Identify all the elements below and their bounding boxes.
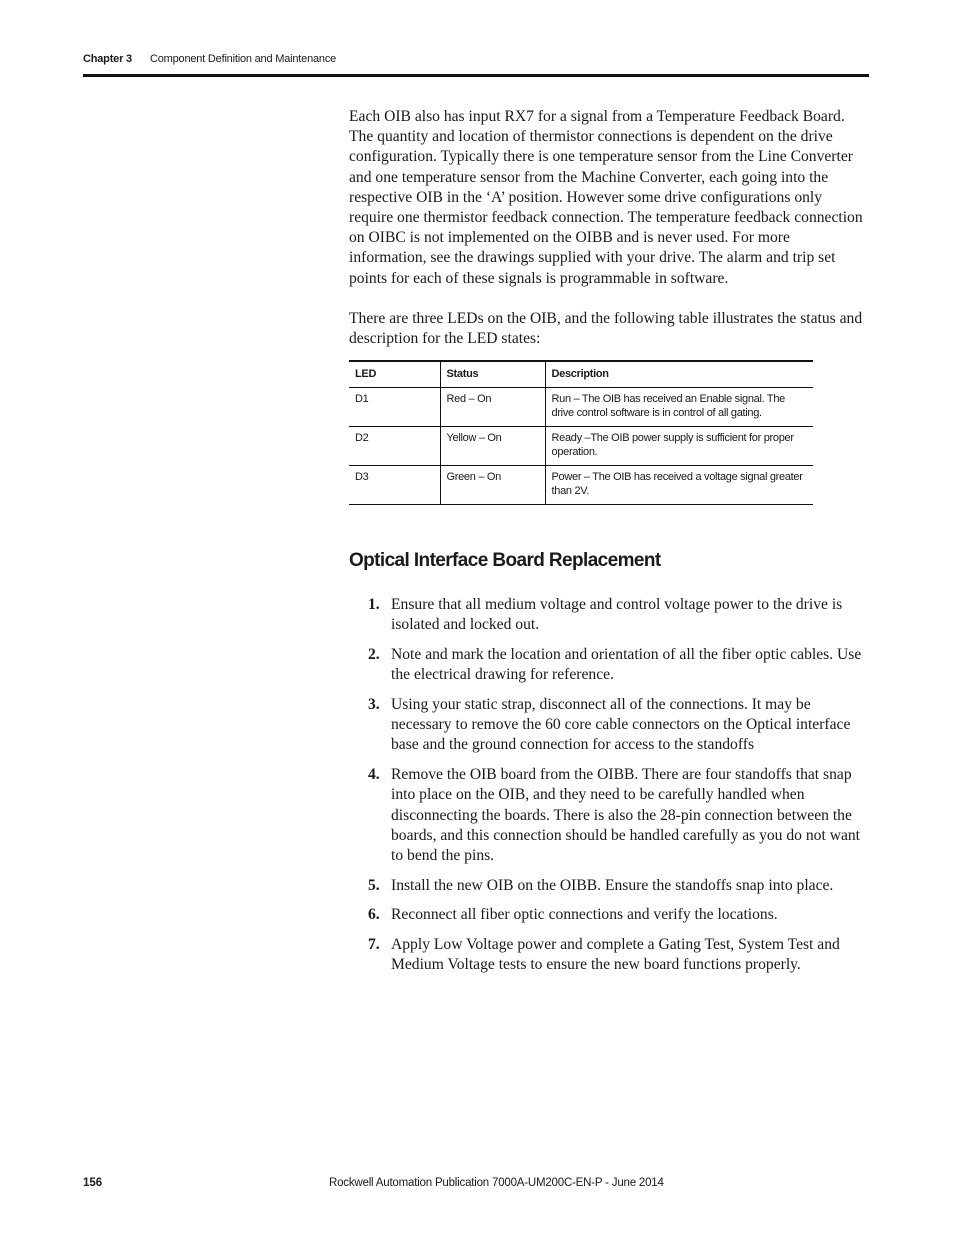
step-text: Install the new OIB on the OIBB. Ensure the standoffs snap into place. — [391, 876, 834, 894]
column-header-led: LED — [355, 368, 377, 381]
led-status-table — [349, 360, 813, 505]
intro-paragraph-leds: There are three LEDs on the OIB, and the following table illustrates the status and description for the LED states: — [349, 309, 863, 348]
page-header — [83, 52, 869, 76]
led-cell: D1 — [355, 393, 369, 406]
header-rule — [83, 74, 869, 77]
list-item — [349, 765, 869, 866]
list-item — [349, 935, 869, 975]
description-cell: Power – The OIB has received a voltage signal greater than 2V. — [545, 466, 813, 505]
step-number: 6. — [368, 906, 380, 924]
led-cell: D3 — [355, 471, 369, 484]
step-text: Apply Low Voltage power and complete a Gating Test, System Test and Medium Voltage tests to ensure the new board functions properly. — [391, 936, 840, 974]
step-number: 7. — [368, 936, 380, 954]
table-header-row — [349, 361, 813, 388]
list-item — [349, 645, 869, 685]
chapter-title: Component Definition and Maintenance — [150, 53, 337, 65]
step-number: 3. — [368, 696, 380, 714]
column-header-status: Status — [440, 361, 545, 388]
replacement-steps-list — [349, 595, 869, 975]
step-number: 5. — [368, 876, 380, 894]
publication-info: Rockwell Automation Publication 7000A-UM200C-EN-P - June 2014 — [329, 1177, 664, 1189]
step-number: 4. — [368, 766, 380, 784]
step-number: 1. — [368, 596, 380, 614]
intro-paragraph-temperature: Each OIB also has input RX7 for a signal from a Temperature Feedback Board. The quantity and location of thermistor connections is dependent on the drive configuration. Typically there is one temperature sensor from the Line Converter and one temperature sensor from the Machine Converter, each going into the respective OIB in the ‘A’ position. However some drive configurations only require one thermistor feedback connection. The temperature feedback connection on OIBC is not implemented on the OIBB and is never used. For more information, see the drawings supplied with your drive. The alarm and trip set points for each of these signals is programmable in software. — [349, 108, 863, 287]
step-text: Ensure that all medium voltage and control voltage power to the drive is isolated and locked out. — [391, 596, 843, 634]
description-cell: Run – The OIB has received an Enable signal. The drive control software is in control of all gating. — [545, 388, 813, 427]
column-header-description: Description — [545, 361, 813, 388]
table-row — [349, 427, 813, 466]
led-cell: D2 — [355, 432, 369, 445]
page-number: 156 — [83, 1177, 103, 1189]
section-heading: Optical Interface Board Replacement — [349, 550, 661, 572]
step-text: Note and mark the location and orientation of all the fiber optic cables. Use the electrical drawing for reference. — [391, 646, 862, 684]
list-item — [349, 595, 869, 635]
step-text: Remove the OIB board from the OIBB. There are four standoffs that snap into place on the OIB, and they need to be carefully handled when disconnecting the boards. There is also the 28-pin connection between the boards, and this connection should be handled carefully as you do not want to bend the pins. — [391, 766, 861, 864]
main-content — [349, 107, 869, 985]
status-cell: Red – On — [440, 388, 545, 427]
table-row — [349, 388, 813, 427]
chapter-label: Chapter 3 — [83, 53, 132, 65]
description-cell: Ready –The OIB power supply is sufficient for proper operation. — [545, 427, 813, 466]
step-text: Reconnect all fiber optic connections and verify the locations. — [391, 906, 778, 924]
status-cell: Yellow – On — [440, 427, 545, 466]
step-number: 2. — [368, 646, 380, 664]
list-item — [349, 876, 869, 896]
list-item — [349, 695, 869, 756]
status-cell: Green – On — [440, 466, 545, 505]
table-row — [349, 466, 813, 505]
step-text: Using your static strap, disconnect all of the connections. It may be necessary to remove the 60 core cable connectors on the Optical interface base and the ground connection for access to the standoffs — [391, 696, 851, 754]
list-item — [349, 905, 869, 925]
